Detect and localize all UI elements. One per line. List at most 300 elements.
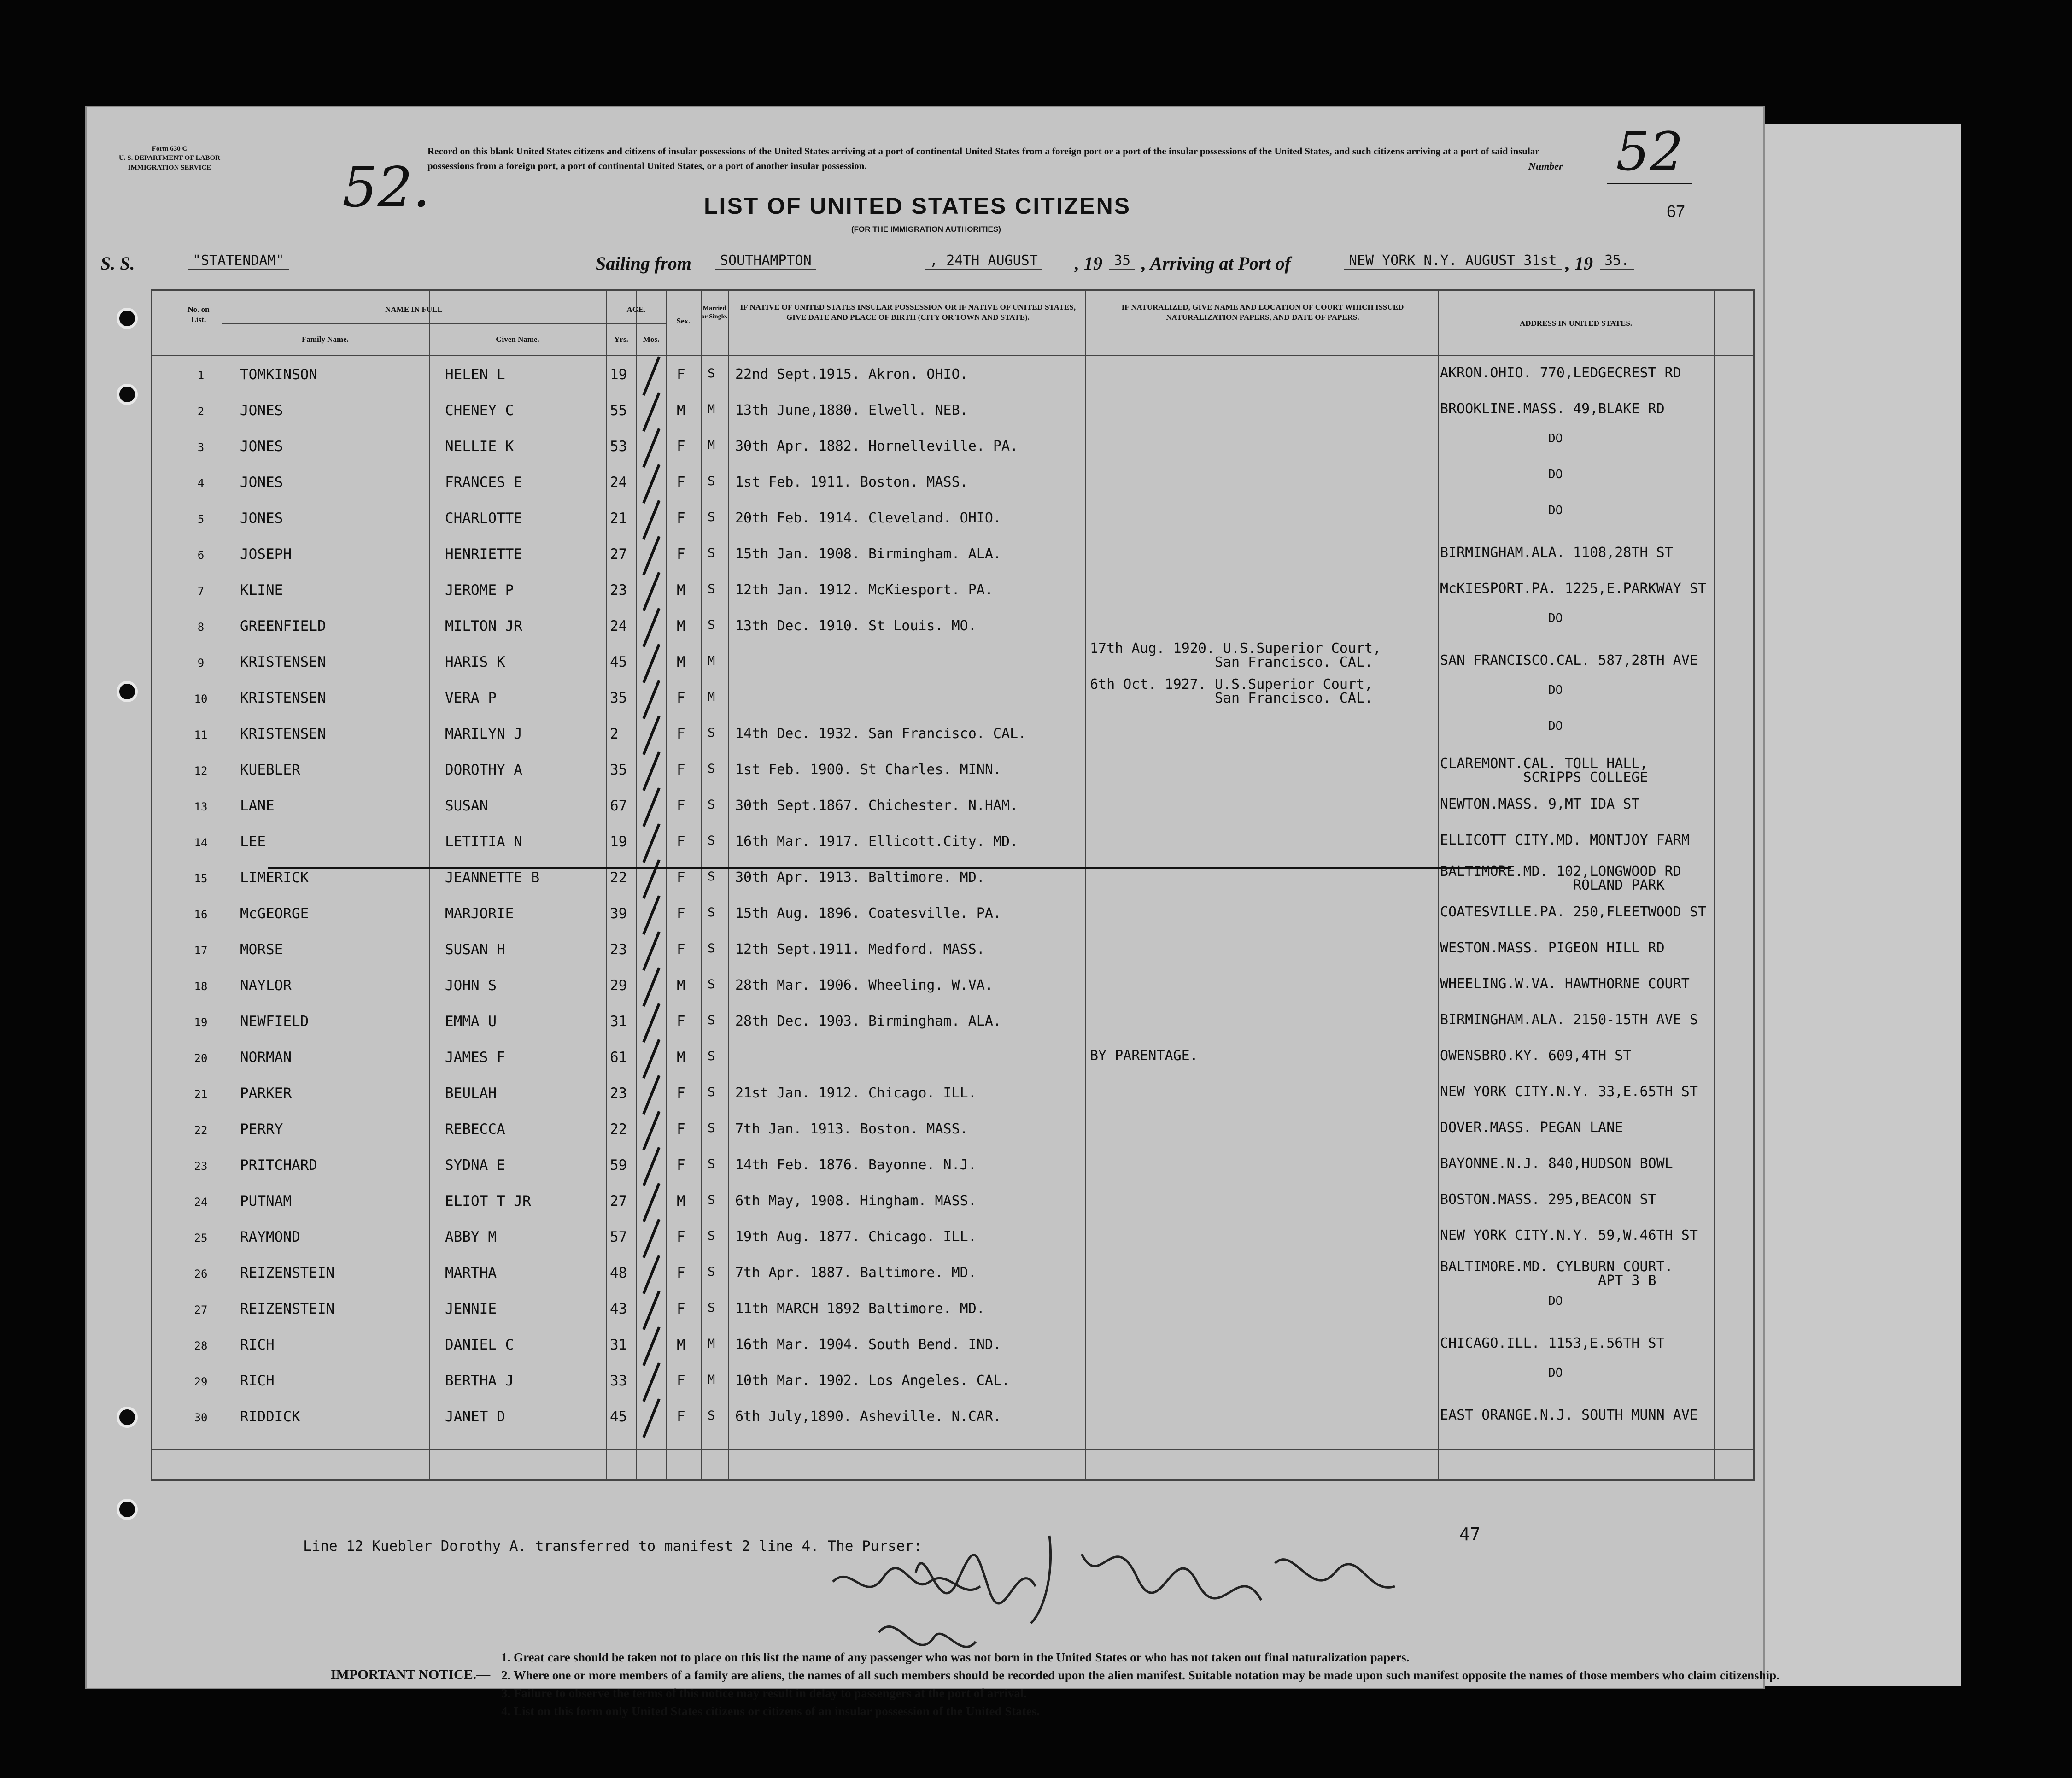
cell-no: 1 [197,369,205,382]
cell-ms: S [708,1013,715,1027]
cell-sex: F [677,1229,685,1245]
cell-age: 24 [610,474,627,491]
cell-ms: S [708,1408,715,1423]
cell-sex: F [677,798,685,814]
cell-ms: M [708,402,715,417]
table-row [152,1222,1753,1257]
cell-birth: 30th Sept.1867. Chichester. N.HAM. [735,798,1018,814]
cell-ms: S [708,1085,715,1099]
cell-sex: F [677,474,685,491]
notice-item: 3. Failure to observe the terms of this notice may result in delay to passengers at the port of arrival. [501,1686,1027,1701]
table-row [152,827,1753,862]
table-row [152,1150,1753,1185]
cell-ms: M [708,654,715,668]
table-row [152,360,1753,395]
cell-birth: 7th Apr. 1887. Baltimore. MD. [735,1265,977,1281]
table-row [152,676,1753,718]
cell-no: 7 [197,585,205,598]
col-family-name: Family Name. [302,335,349,344]
cell-addr: COATESVILLE.PA. 250,FLEETWOOD ST [1440,904,1706,920]
check-tick [642,931,660,971]
cell-given: VERA P [445,690,497,706]
notice-item: 1. Great care should be taken not to place on this list the name of any passenger who was not born in the United States or who has not taken out final naturalization papers. [501,1650,1410,1664]
cell-no: 5 [197,513,205,526]
ss-label: S. S. [100,253,135,274]
cell-addr: WHEELING.W.VA. HAWTHORNE COURT [1440,976,1690,992]
check-tick [642,1039,660,1079]
cell-family: KUEBLER [240,762,300,778]
cell-ms: S [708,366,715,381]
cell-family: PERRY [240,1121,283,1138]
cell-addr: DO [1548,683,1563,697]
check-tick [642,1111,660,1150]
table-row [152,575,1753,610]
departure-port: SOUTHAMPTON [715,252,816,270]
cell-given: JANET D [445,1408,505,1425]
cell-addr: DO [1548,504,1563,517]
ship-name: "STATENDAM" [188,252,289,270]
cell-age: 43 [610,1301,627,1317]
departure-date: , 24TH AUGUST [925,252,1042,270]
cell-age: 21 [610,510,627,527]
cell-age: 61 [610,1049,627,1066]
cell-age: 35 [610,690,627,706]
table-row [152,719,1753,754]
cell-ms: S [708,1157,715,1171]
form-id: Form 630 C U. S. DEPARTMENT OF LABOR IMMIGRATION SERVICE [118,145,221,171]
sailing-label: Sailing from [596,253,691,274]
cell-ms: S [708,1193,715,1207]
cell-family: GREENFIELD [240,618,326,634]
cell-birth: 10th Mar. 1902. Los Angeles. CAL. [735,1373,1010,1389]
check-tick [642,716,660,755]
check-tick [642,1003,660,1043]
cell-sex: F [677,546,685,563]
cell-no: 26 [194,1267,208,1280]
cell-given: HENRIETTE [445,546,522,563]
check-tick [642,1255,660,1294]
cell-no: 10 [194,692,208,705]
cell-ms: S [708,1121,715,1135]
cell-addr: DO [1548,719,1563,733]
strike-through-line [268,867,1511,869]
cell-no: 23 [194,1160,208,1173]
cell-birth: 21st Jan. 1912. Chicago. ILL. [735,1085,977,1101]
cell-given: NELLIE K [445,438,514,455]
cell-birth: 20th Feb. 1914. Cleveland. OHIO. [735,510,1001,526]
cell-addr: CHICAGO.ILL. 1153,E.56TH ST [1440,1335,1665,1351]
cell-given: HARIS K [445,654,505,670]
cell-given: DANIEL C [445,1337,514,1353]
binder-hole [117,308,138,329]
cell-sex: F [677,762,685,778]
binder-hole [117,1499,138,1520]
table-row [152,1115,1753,1150]
cell-given: MARTHA [445,1265,497,1281]
col-married-single: Married or Single. [701,305,728,321]
check-tick [642,1183,660,1222]
cell-family: KRISTENSEN [240,654,326,670]
cell-no: 18 [194,980,208,993]
cell-sex: F [677,438,685,455]
check-tick [642,967,660,1007]
cell-family: REIZENSTEIN [240,1301,335,1317]
col-yrs: Yrs. [614,335,628,344]
table-row [152,1366,1753,1401]
cell-birth: 12th Jan. 1912. McKiesport. PA. [735,582,993,598]
cell-age: 45 [610,654,627,670]
cell-age: 39 [610,905,627,922]
cell-given: SYDNA E [445,1157,505,1174]
cell-ms: S [708,941,715,956]
cell-no: 12 [194,764,208,777]
cell-addr: EAST ORANGE.N.J. SOUTH MUNN AVE [1440,1407,1698,1423]
cell-age: 19 [610,833,627,850]
cell-age: 27 [610,1193,627,1209]
cell-family: NAYLOR [240,977,292,994]
cell-age: 59 [610,1157,627,1174]
cell-given: ELIOT T JR [445,1193,531,1209]
cell-nat: 6th Oct. 1927. U.S.Superior Court, San Francisco. CAL. [1090,676,1373,706]
cell-sex: M [677,654,685,670]
table-row [152,396,1753,431]
cell-sex: F [677,1157,685,1174]
table-row [152,1330,1753,1365]
cell-ms: M [708,438,715,452]
cell-no: 2 [197,405,205,418]
cell-nat: BY PARENTAGE. [1090,1048,1198,1064]
cell-age: 67 [610,798,627,814]
cell-addr: BIRMINGHAM.ALA. 1108,28TH ST [1440,545,1673,561]
form-instructions: Record on this blank United States citizens and citizens of insular possessions of the United States arriving at a port of continental United States from a foreign port or a port of the insular possessions of the United States, and such citizens arriving at a port of said insular possessions from a foreign port, a port of continental United States, or a port of another insular possession. [427,146,1539,171]
binder-hole [117,681,138,702]
cell-addr: BAYONNE.N.J. 840,HUDSON BOWL [1440,1156,1673,1172]
cell-ms: S [708,977,715,992]
cell-birth: 19th Aug. 1877. Chicago. ILL. [735,1229,977,1245]
cell-given: MILTON JR [445,618,522,634]
cell-birth: 28th Dec. 1903. Birmingham. ALA. [735,1013,1001,1029]
cell-family: KRISTENSEN [240,690,326,706]
cell-age: 23 [610,1085,627,1102]
cell-age: 31 [610,1013,627,1030]
notice-item: 2. Where one or more members of a family are aliens, the names of all such members should be recorded upon the alien manifest. Suitable notation may be made upon such manifest opposite the names of those members who claim citizenship. [501,1668,1779,1683]
cell-age: 57 [610,1229,627,1245]
cell-given: FRANCES E [445,474,522,491]
cell-age: 35 [610,762,627,778]
cell-no: 13 [194,800,208,813]
cell-no: 9 [197,657,205,669]
cell-ms: S [708,474,715,488]
table-row [152,1258,1753,1293]
cell-sex: M [677,402,685,419]
cell-no: 25 [194,1232,208,1244]
cell-addr: DO [1548,468,1563,481]
cell-no: 21 [194,1088,208,1101]
cell-no: 16 [194,908,208,921]
cell-birth: 14th Dec. 1932. San Francisco. CAL. [735,726,1027,742]
cell-family: PUTNAM [240,1193,292,1209]
cell-no: 29 [194,1375,208,1388]
cell-family: JONES [240,402,283,419]
check-tick [642,895,660,935]
cell-birth: 22nd Sept.1915. Akron. OHIO. [735,366,968,382]
check-tick [642,464,660,504]
cell-given: CHENEY C [445,402,514,419]
cell-birth: 6th May, 1908. Hingham. MASS. [735,1193,977,1209]
cell-ms: M [708,1337,715,1351]
cell-addr: NEW YORK CITY.N.Y. 59,W.46TH ST [1440,1227,1698,1244]
arrival-year: 35. [1600,252,1634,270]
table-row [152,899,1753,934]
cell-ms: S [708,618,715,632]
cell-no: 27 [194,1303,208,1316]
cell-family: NORMAN [240,1049,292,1066]
arrival-port-date: NEW YORK N.Y. AUGUST 31st [1344,252,1562,270]
table-row [152,1043,1753,1078]
cell-no: 3 [197,441,205,454]
check-tick [642,1291,660,1330]
cell-given: BERTHA J [445,1373,514,1389]
cell-addr: NEW YORK CITY.N.Y. 33,E.65TH ST [1440,1084,1698,1100]
check-tick [642,1398,660,1438]
cell-sex: F [677,690,685,706]
cell-birth: 15th Jan. 1908. Birmingham. ALA. [735,546,1001,562]
notice-item: 4. List on this form only United States citizens or citizens of an insular possession of the United States. [501,1704,1040,1719]
cell-no: 22 [194,1124,208,1137]
cell-family: RAYMOND [240,1229,300,1245]
cell-addr: OWENSBRO.KY. 609,4TH ST [1440,1048,1632,1064]
cell-birth: 13th Dec. 1910. St Louis. MO. [735,618,977,634]
passenger-count: 47 [1459,1524,1481,1544]
cell-addr: BALTIMORE.MD. CYLBURN COURT. APT 3 B [1440,1259,1673,1289]
cell-birth: 16th Mar. 1917. Ellicott.City. MD. [735,833,1018,850]
cell-given: LETITIA N [445,833,522,850]
cell-no: 19 [194,1016,208,1029]
check-tick [642,644,660,683]
cell-birth: 11th MARCH 1892 Baltimore. MD. [735,1301,985,1317]
cell-ms: S [708,798,715,812]
cell-addr: WESTON.MASS. PIGEON HILL RD [1440,940,1665,956]
cell-ms: S [708,510,715,524]
cell-birth: 1st Feb. 1911. Boston. MASS. [735,474,968,490]
cell-age: 22 [610,1121,627,1138]
cell-sex: F [677,905,685,922]
check-tick [642,1326,660,1366]
check-tick [642,608,660,647]
binder-hole [117,384,138,405]
check-tick [642,572,660,611]
cell-family: KRISTENSEN [240,726,326,742]
arriving-label: , Arriving at Port of [1141,253,1291,274]
transfer-note: Line 12 Kuebler Dorothy A. transferred to manifest 2 line 4. The Purser: [303,1538,922,1555]
col-birth: IF NATIVE OF UNITED STATES INSULAR POSSESSION OR IF NATIVE OF UNITED STATES, GIVE DATE AND PLACE OF BIRTH (CITY OR TOWN AND STATE). [740,303,1076,322]
cell-addr: BALTIMORE.MD. 102,LONGWOOD RD ROLAND PARK [1440,863,1681,893]
cell-birth: 15th Aug. 1896. Coatesville. PA. [735,905,1001,921]
table-row [152,611,1753,646]
cell-family: NEWFIELD [240,1013,309,1030]
cell-age: 33 [610,1373,627,1389]
cell-no: 6 [197,549,205,562]
cell-addr: CLAREMONT.CAL. TOLL HALL, SCRIPPS COLLEGE [1440,756,1648,786]
table-row [152,971,1753,1006]
cell-given: JENNIE [445,1301,497,1317]
table-row [152,1294,1753,1329]
cell-family: LEE [240,833,266,850]
cell-addr: DO [1548,432,1563,446]
cell-nat: 17th Aug. 1920. U.S.Superior Court, San Francisco. CAL. [1090,640,1381,670]
cell-birth: 16th Mar. 1904. South Bend. IND. [735,1337,1001,1353]
cell-birth: 1st Feb. 1900. St Charles. MINN. [735,762,1001,778]
cell-family: JONES [240,510,283,527]
cell-no: 14 [194,836,208,849]
notice-list [501,1649,1828,1721]
check-tick [642,536,660,575]
check-tick [642,823,660,863]
cell-ms: S [708,1301,715,1315]
cell-age: 24 [610,618,627,634]
cell-sex: F [677,1013,685,1030]
cell-no: 4 [197,477,205,490]
cell-sex: F [677,726,685,742]
cell-family: JONES [240,438,283,455]
check-tick [642,1219,660,1258]
cell-age: 2 [610,726,619,742]
table-row [152,540,1753,575]
cell-ms: M [708,690,715,704]
cell-ms: M [708,1373,715,1387]
cell-age: 23 [610,941,627,958]
cell-family: RICH [240,1337,275,1353]
cell-given: BEULAH [445,1085,497,1102]
cell-birth: 7th Jan. 1913. Boston. MASS. [735,1121,968,1137]
cell-ms: S [708,582,715,596]
cell-age: 31 [610,1337,627,1353]
cell-addr: BIRMINGHAM.ALA. 2150-15TH AVE S [1440,1012,1698,1028]
cell-given: EMMA U [445,1013,497,1030]
cell-age: 19 [610,366,627,383]
check-tick [642,392,660,432]
check-tick [642,428,660,468]
list-number: 52 [1607,121,1692,184]
cell-birth: 13th June,1880. Elwell. NEB. [735,402,968,418]
cell-sex: F [677,1373,685,1389]
cell-sex: M [677,1337,685,1353]
arrival-year-prefix: , 19 [1565,253,1593,274]
col-sex: Sex. [676,317,691,325]
cell-given: CHARLOTTE [445,510,522,527]
check-tick [642,1147,660,1186]
cell-sex: F [677,1408,685,1425]
check-tick [642,859,660,899]
col-name-in-full: NAME IN FULL [385,305,443,314]
cell-sex: M [677,1049,685,1066]
cell-sex: F [677,510,685,527]
cell-ms: S [708,546,715,560]
cell-given: JEANNETTE B [445,869,540,886]
cell-age: 55 [610,402,627,419]
table-row [152,432,1753,467]
cell-given: DOROTHY A [445,762,522,778]
cell-age: 48 [610,1265,627,1281]
cell-ms: S [708,762,715,776]
cell-addr: DO [1548,611,1563,625]
page-number: 67 [1667,202,1686,221]
cell-birth: 30th Apr. 1882. Hornelleville. PA. [735,438,1018,454]
voyage-line [100,252,1759,280]
page-title: LIST OF UNITED STATES CITIZENS [704,193,1131,219]
year-prefix: , 19 [1075,253,1102,274]
cell-addr: NEWTON.MASS. 9,MT IDA ST [1440,796,1640,812]
cell-given: ABBY M [445,1229,497,1245]
cell-age: 22 [610,869,627,886]
cell-given: HELEN L [445,366,505,383]
cell-addr: BROOKLINE.MASS. 49,BLAKE RD [1440,401,1665,417]
cell-sex: F [677,833,685,850]
cell-no: 20 [194,1052,208,1065]
cell-family: JONES [240,474,283,491]
check-tick [642,751,660,791]
cell-sex: F [677,869,685,886]
table-row [152,791,1753,826]
cell-family: JOSEPH [240,546,292,563]
cell-addr: DO [1548,1294,1563,1308]
check-tick [642,500,660,540]
cell-family: KLINE [240,582,283,599]
cell-birth: 14th Feb. 1876. Bayonne. N.J. [735,1157,977,1173]
table-row [152,1079,1753,1114]
check-tick [642,680,660,719]
notice-title: IMPORTANT NOTICE.— [331,1667,491,1682]
cell-addr: DOVER.MASS. PEGAN LANE [1440,1120,1623,1136]
col-no: No. on List. [187,305,210,324]
cell-addr: McKIESPORT.PA. 1225,E.PARKWAY ST [1440,581,1706,597]
col-age: AGE. [626,305,646,314]
cell-family: PRITCHARD [240,1157,317,1174]
cell-given: MARILYN J [445,726,522,742]
cell-family: LANE [240,798,275,814]
binder-hole [117,1407,138,1428]
cell-given: JAMES F [445,1049,505,1066]
cell-sex: M [677,582,685,599]
cell-family: MORSE [240,941,283,958]
cell-given: JEROME P [445,582,514,599]
cell-no: 24 [194,1196,208,1209]
cell-family: RIDDICK [240,1408,300,1425]
cell-birth: 28th Mar. 1906. Wheeling. W.VA. [735,977,993,993]
cell-no: 11 [194,728,208,741]
cell-family: McGEORGE [240,905,309,922]
manifest-sheet [85,106,1779,1719]
table-row [152,1186,1753,1221]
cell-ms: S [708,833,715,848]
cell-age: 45 [610,1408,627,1425]
col-given-name: Given Name. [496,335,539,344]
cell-sex: M [677,977,685,994]
cell-sex: F [677,1085,685,1102]
cell-sex: F [677,1301,685,1317]
cell-no: 17 [194,944,208,957]
cell-ms: S [708,869,715,884]
cell-ms: S [708,726,715,740]
cell-sex: F [677,366,685,383]
cell-sex: F [677,941,685,958]
cell-family: PARKER [240,1085,292,1102]
cell-family: REIZENSTEIN [240,1265,335,1281]
cell-age: 53 [610,438,627,455]
cell-no: 15 [194,872,208,885]
underlying-page-edge [1741,124,1961,1686]
cell-age: 27 [610,546,627,563]
